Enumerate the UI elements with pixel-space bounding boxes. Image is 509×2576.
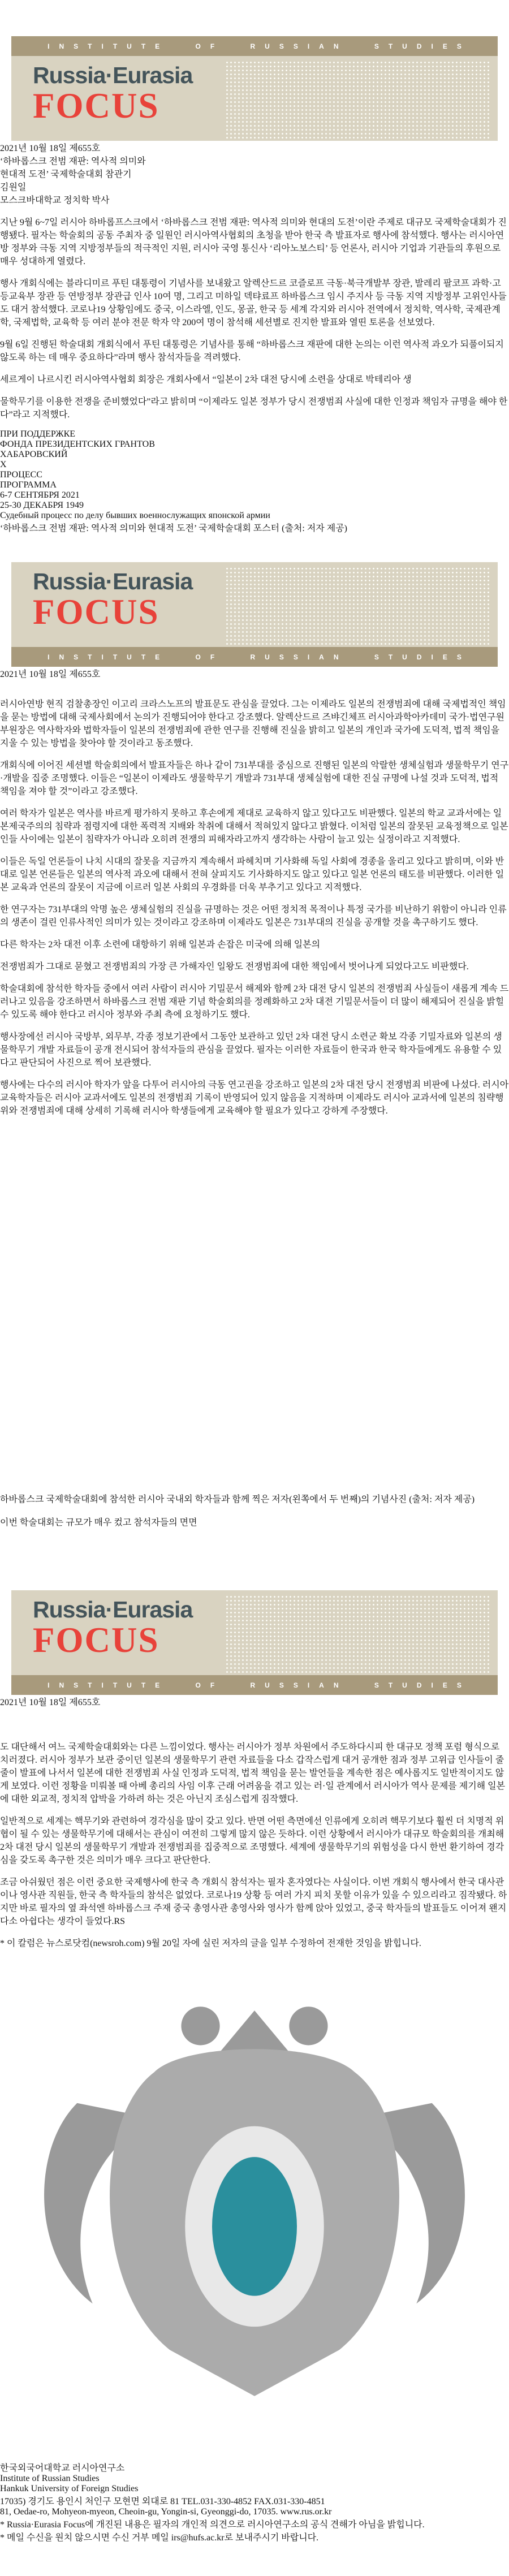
body-paragraph: 학술대회에 참석한 학자들 중에서 여러 사람이 러시아 기밀문서 해제와 함께 2차 대전 당시 일본의 전쟁범죄 사실들이 새롭게 계속 드러나고 있음을 강조하면서 하바롭스크 전범 재판 기념 학술회의를 정례화하고 2차 대전 기밀문서들이 더 많이 해제되어 진실을 밝힐 수 있도록 해야 한다고 러시아 정부와 주최 측에 요청하기도 했다. [0, 984, 509, 1020]
person-figure [0, 1163, 509, 1205]
body-paragraph: 도 대단해서 여느 국제학술대회와는 다른 느낌이었다. 행사는 러시아가 정부 차원에서 주도하다시피 한 대규모 정책 포럼 형식으로 치러졌다. 러시아 정부가 보관 중이던 일본의 생물학무기 관련 자료들을 다소 갑작스럽게 대거 공개한 점과 정부 고위급 인사들이 줄줄이 발표에 나서서 일본에 대한 전쟁범죄 사실 인정과 도덕적, 법적 책임을 묻는 발언들을 계속한 점은 예사롭지도 일반적이지도 않게 보였다. 이런 정황을 미뤄볼 때 아베 총리의 사임 이후 근래 어려움을 겪고 있는 러·일 관계에서 러시아가 역사 문제를 제기해 일본에 대한 외교적, 정치적 압박을 가하려 하는 것은 아닌지 조심스럽게 짐작했다. [0, 1742, 506, 1804]
person-figure [0, 1205, 509, 1244]
poster-booklet-edge [0, 511, 509, 521]
person-figure [0, 1329, 509, 1372]
brand-logo [33, 64, 192, 124]
institute-name-kr: 한국외국어대학교 러시아연구소 [0, 2463, 125, 2473]
institute-name-en1: Institute of Russian Studies [0, 2474, 100, 2483]
page-3 [0, 1573, 509, 2576]
column-footnote: * 이 칼럼은 뉴스로닷컴(newsroh.com) 9월 20일 자에 실린 저자의 글을 일부 수정하여 전재한 것임을 밝힙니다. [0, 1939, 421, 1948]
institute-address [0, 2494, 509, 2517]
disclaimers [0, 2517, 509, 2543]
brand-focus: FOCUS [33, 86, 159, 126]
person-figure [0, 1244, 509, 1288]
body-paragraph: 한 연구자는 731부대의 악명 높은 생체실험의 진실을 규명하는 것은 어떤 정치적 목적이나 특정 국가를 비난하기 위함이 아니라 인류의 생존이 걸린 인류사적인 의미가 있는 것이라고 강조하며 이제라도 일본은 731부대의 진실을 공개할 것을 촉구하기도 했다. [0, 905, 507, 927]
brand-focus: FOCUS [33, 1620, 159, 1660]
poster-support-bold: ФОНДА ПРЕЗИДЕНТСКИХ ГРАНТОВ [0, 439, 155, 449]
photo-caption: 하바롭스크 국제학술대회에 참석한 러시아 국내외 학자들과 함께 찍은 저자(왼쪽에서 두 번째)의 기념사진 (출처: 저자 제공) [0, 1495, 475, 1504]
page-2 [0, 534, 509, 1573]
poster-programma: ПРОГРАММА [0, 480, 57, 490]
page2-right-column [0, 959, 509, 1528]
page2-bottom-bar [0, 1555, 509, 1573]
article-title-line1: ‘하바롭스크 전범 재판: 역사적 의미와 [0, 157, 146, 166]
body-paragraph: 9월 6일 진행된 학술대회 개회식에서 푸틴 대통령은 기념사를 통해 “하바롭스크 재판에 대한 논의는 이런 역사적 과오가 되풀이되지 않도록 하는 데 매우 중요하다”라며 행사 참석자들을 격려했다. [0, 340, 504, 363]
page-1 [0, 0, 509, 534]
poster-caption: ‘하바롭스크 전범 재판: 역사적 의미와 현대적 도전’ 국제학술대회 포스터 (출처: 저자 제공) [0, 524, 347, 533]
page1-right-column [0, 394, 509, 534]
body-paragraph: 행사에는 다수의 러시아 학자가 앞을 다투어 러시아의 극동 연고권을 강조하고 일본의 2차 대전 당시 전쟁범죄 비판에 나섰다. 러시아 교육학자들은 러시아 교과서에도 일본의 전쟁범죄 기록이 반영되어 있지 않음을 지적하며 이제라도 러시아 교과서에 일본의 침략행위와 전쟁범죄에 대해 상세히 기록해 러시아 학생들에게 교육해야 할 필요가 있다고 강하게 주장했다. [0, 1080, 509, 1116]
body-paragraph: 개회식에 이어진 세션별 학술회의에서 발표자들은 하나 같이 731부대를 중심으로 진행된 일본의 악랄한 생체실험과 생물학무기 연구·개발을 집중 조명했다. 이들은 “일본이 이제라도 생물학무기 개발과 731부대 생체실험에 대한 진실 규명에 나설 것과 도덕적, 법적 책임을 져야 할 것”이라고 강조했다. [0, 761, 509, 796]
world-map-dots-icon [225, 61, 491, 140]
page3-single-column [0, 1740, 509, 1927]
institute-bar: INSTITUTE OF RUSSIAN STUDIES [11, 1675, 498, 1695]
conference-poster-image [0, 429, 509, 521]
people-silhouettes [0, 1125, 509, 1492]
world-map-dots-icon [225, 567, 491, 646]
body-paragraph: 전쟁범죄가 그대로 묻혔고 전쟁범죄의 가장 큰 가해자인 일왕도 전쟁범죄에 대한 책임에서 벗어나게 되었다고도 비판했다. [0, 962, 469, 972]
body-paragraph: 이들은 독일 언론들이 나치 시대의 잘못을 지금까지 계속해서 파헤치며 기사화해 독일 사회에 경종을 울리고 있다고 밝히며, 이와 반대로 일본 언론들은 일본의 역사적 과오에 대해서 전혀 살피지도 기사화하지도 않고 있다고 일본 언론의 태도를 비판했다. 이러한 일본 교육과 언론의 잘못이 지금에 이르러 일본 사회의 우경화를 더욱 부추기고 있다고 지적했다. [0, 857, 504, 892]
brand-russia-eurasia: Russia·Eurasia [33, 62, 193, 88]
masthead [11, 56, 498, 141]
institute-bar: INSTITUTE OF RUSSIAN STUDIES [11, 647, 498, 667]
brand-logo [33, 1598, 192, 1658]
page1-left-column [0, 215, 509, 385]
masthead [11, 562, 498, 647]
address-en: 81, Oedae-ro, Mohyeon-myeon, Cheoin-gu, Yongin-si, Gyeonggi-do, 17035. www.rus.or.kr [0, 2507, 332, 2517]
brand-russia-eurasia: Russia·Eurasia [33, 568, 193, 594]
person-figure [0, 1125, 509, 1163]
institute-top-bar: INSTITUTE OF RUSSIAN STUDIES [11, 36, 498, 56]
author-name: 김원일 [0, 183, 27, 192]
poster-support-small: ПРИ ПОДДЕРЖКЕ [0, 429, 76, 439]
masthead [11, 1590, 498, 1675]
brand-logo [33, 570, 192, 630]
body-paragraph: 이번 학술대회는 규모가 매우 컸고 참석자들의 면면 [0, 1518, 197, 1528]
poster-booklet-text: Судебный процесс по делу бывших военнослужащих японской армии [0, 511, 270, 520]
focus-end-mark-icon: RS [114, 1917, 126, 1926]
person-figure [0, 1288, 509, 1329]
issue-date: 2021년 10월 18일 제655호 [0, 144, 101, 153]
person-figure [0, 1372, 509, 1410]
disclaimer-line1: * Russia·Eurasia Focus에 개진된 내용은 필자의 개인적 의견으로 러시아연구소의 공식 견해가 아님을 밝힙니다. [0, 2520, 425, 2530]
body-paragraph: 여러 학자가 일본은 역사를 바르게 평가하지 못하고 후손에게 제대로 교육하지 않고 있다고도 비판했다. 일본의 학교 교과서에는 일본제국주의의 침략과 점령지에 대한 폭력적 지배와 착취에 대해서 적혀있지 않다고 밝혔다. 이처럼 일본의 잘못된 교육정책으로 일본인들 사이에는 일본이 침략자가 아니라 오히려 전쟁의 피해자라고까지 생각하는 사람이 늘고 있는 실정이라고 지적했다. [0, 809, 508, 844]
body-paragraph: 행사 개회식에는 블라디미르 푸틴 대통령이 기념사를 보내왔고 알렉산드르 코즐로프 극동·북극개발부 장관, 발레리 팔코프 과학·고등교육부 장관 등 연방정부 장관급 인사 10여 명, 그리고 미하일 덱탸료프 하바롭스크 임시 주지사 등 극동 지역 지방정부 고위인사들도 대거 참석했다. 코로나19 상황임에도 중국, 이스라엘, 인도, 몽골, 한국 등 세계 각지와 러시아 전역에서 정치학, 역사학, 국제관계학, 국제법학, 교육학 등 여러 분야 전문 학자 약 200여 명이 참석해 세션별로 진지한 발표와 열띤 토론을 선보였다. [0, 279, 507, 327]
body-paragraph: 세르게이 나르시킨 러시아역사협회 회장은 개회사에서 “일본이 2차 대전 당시에 소련을 상대로 박테리아 생 [0, 375, 412, 385]
institute-name-en2: Hankuk University of Foreign Studies [0, 2484, 139, 2493]
body-paragraph: 다른 학자는 2차 대전 이후 소련에 대항하기 위해 일본과 손잡은 미국에 의해 일본의 [0, 940, 321, 950]
issue-date: 2021년 10월 18일 제655호 [0, 670, 101, 679]
author-affiliation: 모스크바대학교 정치학 박사 [0, 196, 110, 205]
issue-date: 2021년 10월 18일 제655호 [0, 1698, 101, 1707]
world-map-dots-icon [225, 1595, 491, 1674]
body-paragraph: 지난 9월 6~7일 러시아 하바롭프스크에서 ‘하바롭스크 전범 재판: 역사적 의미와 현대의 도전’이란 주제로 대규모 국제학술대회가 진행됐다. 필자는 학술회의 공동 주최자 중 일원인 러시아역사협회의 초청을 받아 한국 측 발표자로 행사에 참석했다. 행사는 러시아연방 정부와 극동 지역 지방정부들의 적극적인 지원, 러시아 국영 통신사 ‘리아노보스티’ 등 언론사, 러시아 기업과 기관들의 후원으로 매우 성대하게 열렸다. [0, 218, 507, 266]
address-kr: 17035) 경기도 용인시 처인구 모현면 외대로 81 TEL.031-330-4852 FAX.031-330-4851 [0, 2497, 325, 2506]
person-figure [0, 1453, 509, 1492]
poster-title-word1: ХАБАРОВСКИЙ [0, 450, 68, 459]
poster-support-block [0, 429, 509, 450]
brand-russia-eurasia: Russia·Eurasia [33, 1596, 193, 1623]
page2-left-column [0, 697, 509, 950]
body-paragraph: 행사장에선 러시아 국방부, 외무부, 각종 정보기관에서 그동안 보관하고 있던 2차 대전 당시 소련군 확보 각종 기밀자료와 일본의 생물학무기 개발 자료들이 공개 전시되어 참석자들의 관심을 끌었다. 필자는 이러한 자료들이 한국과 한국 학자들에게도 유용할 수 있다고 판단되어 사진으로 찍어 보관했다. [0, 1032, 502, 1068]
body-paragraph: 러시아연방 현직 검찰총장인 이고리 크라스노프의 발표문도 관심을 끌었다. 그는 이제라도 일본의 전쟁범죄에 대해 국제법적인 책임을 묻는 방법에 대해 국제사회에서 논의가 진행되어야 한다고 강조했다. 알렉산드르 즈뱌긴체프 러시아과학아카데미 국가·법연구원 부원장은 역사학자와 법학자들이 일본의 전쟁범죄에 관한 연구를 진행해 진실을 밝히고 일본의 개인과 국가에 도덕적, 법적 책임을 지울 수 있는 방법을 찾아야 할 것이라고 동조했다. [0, 700, 506, 748]
poster-date-2021: 6-7 СЕНТЯБРЯ 2021 [0, 490, 80, 500]
page3-bottom-bar [0, 2553, 509, 2576]
institute-names [0, 2461, 509, 2494]
group-photo-image [0, 1125, 509, 1492]
brand-focus: FOCUS [33, 592, 159, 632]
poster-title-word2: ПРОЦЕСС [0, 470, 42, 480]
person-figure [0, 1410, 509, 1453]
body-paragraph: 조금 아쉬웠던 점은 이런 중요한 국제행사에 한국 측 개회식 참석자는 필자 혼자였다는 사실이다. 이번 개회식 행사에서 한국 대사관이나 영사관 직원들, 한국 측 학자들의 참석은 없었다. 코로나19 상황 등 여러 가지 피치 못할 이유가 있을 수 있으리라고 짐작됐다. 하지만 바로 필자의 옆 좌석엔 하바롭스크 주재 중국 총영사관 총영사와 영사가 함께 앉아 있었고, 중국 학자들의 발표들도 이어져 왠지 다소 아쉽다는 생각이 들었다.RS [0, 1878, 507, 1926]
institute-footer [0, 1949, 509, 2517]
article-title-line2: 현대적 도전’ 국제학술대회 참관기 [0, 170, 132, 179]
byline [0, 180, 509, 206]
body-paragraph: 물학무기를 이용한 전쟁을 준비했었다”라고 밝히며 “이제라도 일본 정부가 당시 전쟁범죄 사실에 대한 인정과 책임자 규명을 해야 한다”라고 지적했다. [0, 397, 508, 420]
disclaimer-line2: * 메일 수신을 원치 않으시면 수신 거부 메일 irs@hufs.ac.kr로 보내주시기 바랍니다. [0, 2533, 319, 2543]
poster-date-1949: 25-30 ДЕКАБРЯ 1949 [0, 500, 84, 510]
poster-big-x: Х [0, 460, 7, 469]
article-title-box [0, 154, 509, 180]
body-paragraph: 일반적으로 세계는 핵무기와 관련하여 경각심을 많이 갖고 있다. 반면 어떤 측면에선 인류에게 오히려 핵무기보다 훨씬 더 치명적 위협이 될 수 있는 생물학무기에 대해서는 관심이 여전히 그렇게 많지 않은 듯하다. 이런 상황에서 러시아가 대규모 학술회의를 개최해 2차 대전 당시 일본의 생물학무기 개발과 전쟁범죄를 집중적으로 조명했다. 세계에 생물학무기의 위험성을 다시 한번 환기하여 경각심을 갖도록 촉구한 것은 의미가 매우 크다고 판단한다. [0, 1816, 504, 1865]
institute-eagle-emblem-icon [0, 1949, 509, 2458]
